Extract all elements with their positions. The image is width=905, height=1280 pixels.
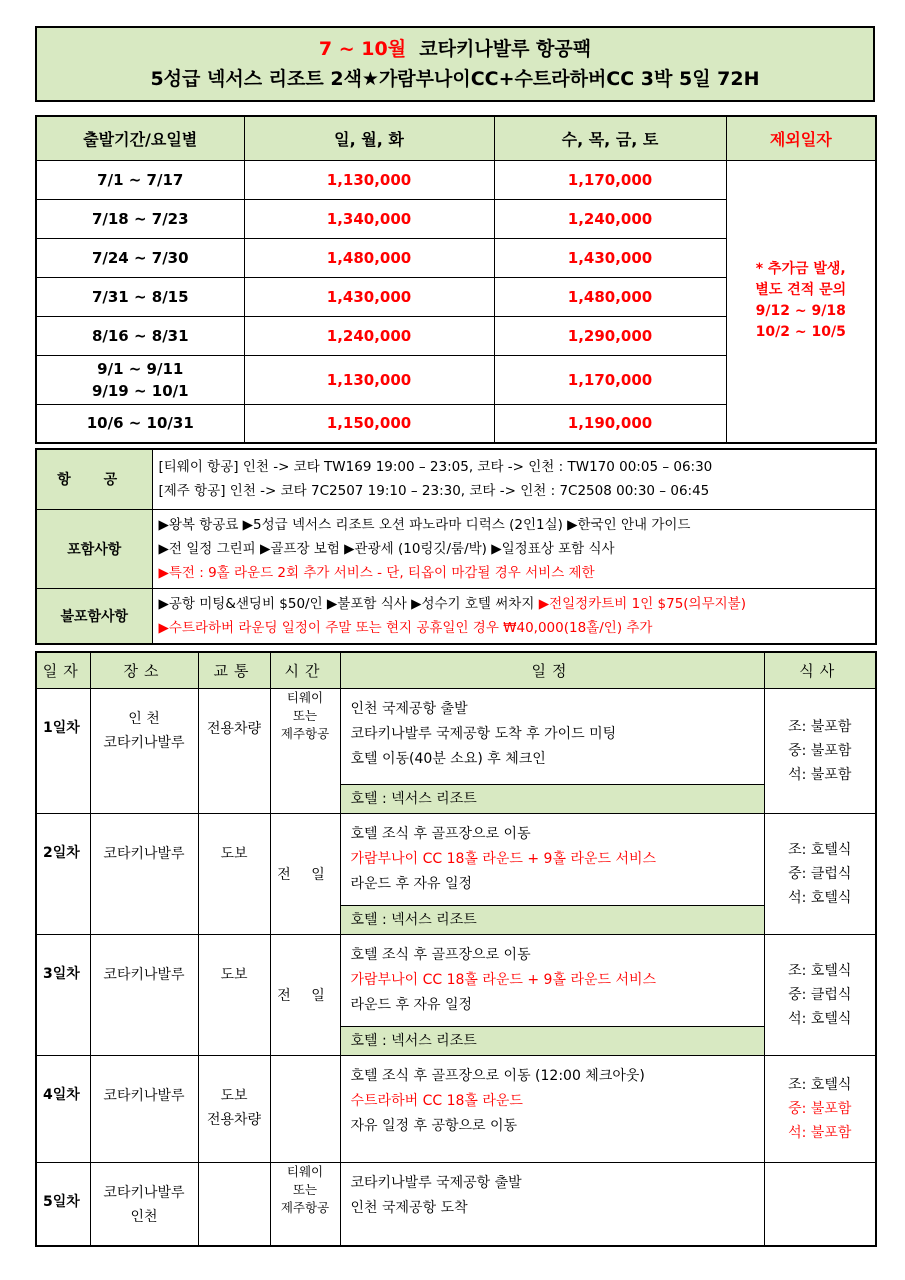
itinerary-header-row — [36, 652, 876, 688]
itin-header-schedule: 일정 — [340, 652, 764, 688]
place-line: 코타키나발루 — [103, 1184, 185, 1201]
transport-cell — [198, 1055, 270, 1162]
time-line: 전 일 — [277, 987, 333, 1004]
transport-line: 도보 — [220, 845, 248, 862]
schedule-line: 코타키나발루 국제공항 출발 — [350, 1174, 522, 1191]
meal-dinner: 석: 불포함 — [788, 1124, 852, 1141]
schedule-line: 인천 국제공항 도착 — [350, 1199, 468, 1216]
transport-cell — [198, 688, 270, 813]
flight-line-jeju: [제주 항공] 인천 -> 코타 7C2507 19:10 – 23:30, 코타 -> 인천 : 7C2508 00:30 – 06:45 — [158, 483, 710, 500]
excluded-line-1-text: ▶공항 미팅&샌딩비 $50/인 ▶불포함 식사 ▶성수기 호텔 써차지 — [158, 595, 539, 612]
itinerary-table — [35, 651, 877, 1247]
schedule-line: 호텔 조식 후 골프장으로 이동 — [350, 946, 531, 963]
included-row — [36, 509, 876, 588]
price-table — [35, 115, 877, 444]
weekday-price: 1,150,000 — [244, 404, 494, 443]
hotel-label: 호텔 : 넥서스 리조트 — [340, 784, 764, 813]
hotel-label: 호텔 : 넥서스 리조트 — [340, 1026, 764, 1055]
schedule-line: 호텔 조식 후 골프장으로 이동 (12:00 체크아웃) — [350, 1067, 645, 1084]
time-line: 제주항공 — [280, 1199, 330, 1215]
weekend-price: 1,240,000 — [494, 199, 726, 238]
itinerary-day-2 — [36, 813, 876, 905]
meal-lunch: 중: 불포함 — [788, 1100, 852, 1117]
schedule-line: 자유 일정 후 공항으로 이동 — [350, 1117, 518, 1134]
weekend-price: 1,190,000 — [494, 404, 726, 443]
meal-dinner: 석: 호텔식 — [788, 889, 852, 906]
schedule-line: 인천 국제공항 출발 — [350, 700, 468, 717]
itin-header-place: 장소 — [90, 652, 198, 688]
excluded-dates-cell — [726, 160, 876, 443]
transport-line: 도보 — [220, 1087, 248, 1104]
period-line-2: 9/19 ~ 10/1 — [91, 381, 189, 400]
schedule-cell — [340, 688, 764, 784]
time-line: 전 일 — [277, 866, 333, 883]
time-line: 티웨이 — [286, 1163, 324, 1179]
itin-header-day: 일자 — [36, 652, 90, 688]
price-header-excluded: 제외일자 — [726, 116, 876, 160]
place-cell — [90, 1055, 198, 1162]
time-line: 또는 — [292, 1181, 318, 1197]
included-line-2: ▶전 일정 그린피 ▶골프장 보험 ▶관광세 (10링깃/룸/박) ▶일정표상 포함 식사 — [158, 540, 615, 557]
weekday-price: 1,130,000 — [244, 355, 494, 404]
itinerary-day-5 — [36, 1162, 876, 1246]
price-header-weekday: 일, 월, 화 — [244, 116, 494, 160]
flight-row — [36, 449, 876, 509]
period-cell — [36, 355, 244, 404]
price-header-period: 출발기간/요일별 — [36, 116, 244, 160]
meal-breakfast: 조: 호텔식 — [788, 1076, 852, 1093]
itin-header-time: 시간 — [270, 652, 340, 688]
meal-lunch: 중: 클럽식 — [788, 865, 852, 882]
time-cell — [270, 688, 340, 813]
place-cell — [90, 688, 198, 813]
place-line: 코타키나발루 — [103, 1087, 185, 1104]
schedule-cell — [340, 1162, 764, 1246]
included-label: 포함사항 — [36, 509, 152, 588]
transport-cell — [198, 813, 270, 934]
schedule-line-golf: 가람부나이 CC 18홀 라운드 + 9홀 라운드 서비스 — [350, 850, 657, 867]
place-cell — [90, 813, 198, 934]
schedule-line: 라운드 후 자유 일정 — [350, 996, 473, 1013]
place-line: 코타키나발루 — [103, 734, 185, 751]
title-box — [35, 26, 875, 102]
weekday-price: 1,480,000 — [244, 238, 494, 277]
price-row — [36, 160, 876, 199]
time-cell — [270, 934, 340, 1055]
period-cell: 10/6 ~ 10/31 — [36, 404, 244, 443]
time-line: 제주항공 — [280, 725, 330, 741]
weekend-price: 1,430,000 — [494, 238, 726, 277]
meals-cell — [764, 1055, 876, 1162]
place-cell — [90, 1162, 198, 1246]
time-cell — [270, 1162, 340, 1246]
schedule-line: 라운드 후 자유 일정 — [350, 875, 473, 892]
title-line-2: 5성급 넥서스 리조트 2색★가람부나이CC+수트라하버CC 3박 5일 72H — [150, 68, 760, 90]
period-cell: 7/1 ~ 7/17 — [36, 160, 244, 199]
time-line: 또는 — [292, 707, 318, 723]
time-cell — [270, 1055, 340, 1162]
hotel-label: 호텔 : 넥서스 리조트 — [340, 905, 764, 934]
schedule-cell — [340, 934, 764, 1026]
schedule-line: 호텔 조식 후 골프장으로 이동 — [350, 825, 531, 842]
price-header-row — [36, 116, 876, 160]
info-table — [35, 448, 877, 645]
weekday-price: 1,430,000 — [244, 277, 494, 316]
weekday-price: 1,340,000 — [244, 199, 494, 238]
transport-line: 전용차량 — [206, 720, 262, 737]
meal-dinner: 석: 불포함 — [788, 766, 852, 783]
price-header-weekend: 수, 목, 금, 토 — [494, 116, 726, 160]
excluded-note-2: 별도 견적 문의 — [755, 282, 847, 299]
flight-label: 항 공 — [36, 449, 152, 509]
itin-header-transport: 교통 — [198, 652, 270, 688]
period-line-1: 9/1 ~ 9/11 — [97, 359, 184, 378]
itinerary-day-3 — [36, 934, 876, 1026]
excluded-line-2: ▶수트라하버 라운딩 일정이 주말 또는 현지 공휴일인 경우 ₩40,000(18홀/인) 추가 — [158, 619, 653, 636]
meal-lunch: 중: 불포함 — [788, 742, 852, 759]
meal-breakfast: 조: 호텔식 — [788, 841, 852, 858]
excluded-content — [152, 588, 876, 644]
transport-line: 도보 — [220, 966, 248, 983]
excluded-range-2: 10/2 ~ 10/5 — [755, 324, 846, 341]
weekend-price: 1,480,000 — [494, 277, 726, 316]
itin-header-meals: 식사 — [764, 652, 876, 688]
schedule-line-golf: 가람부나이 CC 18홀 라운드 + 9홀 라운드 서비스 — [350, 971, 657, 988]
period-cell: 7/24 ~ 7/30 — [36, 238, 244, 277]
excluded-label: 불포함사항 — [36, 588, 152, 644]
weekday-price: 1,130,000 — [244, 160, 494, 199]
meal-breakfast: 조: 불포함 — [788, 718, 852, 735]
time-line: 티웨이 — [286, 689, 324, 705]
weekend-price: 1,170,000 — [494, 355, 726, 404]
place-cell — [90, 934, 198, 1055]
day-label: 2일차 — [36, 813, 90, 934]
itinerary-day-1 — [36, 688, 876, 784]
itinerary-day-4 — [36, 1055, 876, 1162]
transport-line: 전용차량 — [206, 1111, 262, 1128]
flight-line-tway: [티웨이 항공] 인천 -> 코타 TW169 19:00 – 23:05, 코타 -> 인천 : TW170 00:05 – 06:30 — [158, 459, 713, 476]
excluded-cart-fee: ▶전일정카트비 1인 $75(의무지불) — [538, 595, 746, 612]
place-line: 인천 — [130, 1208, 158, 1225]
place-line: 인 천 — [128, 710, 160, 727]
transport-cell — [198, 934, 270, 1055]
day-label: 5일차 — [36, 1162, 90, 1246]
period-cell: 8/16 ~ 8/31 — [36, 316, 244, 355]
excluded-row — [36, 588, 876, 644]
day-label: 1일차 — [36, 688, 90, 813]
included-special: ▶특전 : 9홀 라운드 2회 추가 서비스 - 단, 티옵이 마감될 경우 서비스 제한 — [158, 564, 595, 581]
weekend-price: 1,290,000 — [494, 316, 726, 355]
schedule-cell — [340, 813, 764, 905]
meals-cell — [764, 1162, 876, 1246]
place-line: 코타키나발루 — [103, 845, 185, 862]
included-content — [152, 509, 876, 588]
included-line-1: ▶왕복 항공료 ▶5성급 넥서스 리조트 오션 파노라마 디럭스 (2인1실) ▶한국인 안내 가이드 — [158, 516, 691, 533]
title-line-1 — [319, 34, 591, 64]
day-label: 3일차 — [36, 934, 90, 1055]
schedule-line: 코타키나발루 국제공항 도착 후 가이드 미팅 — [350, 725, 617, 742]
title-months: 7 ~ 10월 — [318, 38, 407, 60]
meal-dinner: 석: 호텔식 — [788, 1010, 852, 1027]
transport-cell — [198, 1162, 270, 1246]
schedule-line-golf: 수트라하버 CC 18홀 라운드 — [350, 1092, 523, 1109]
meal-breakfast: 조: 호텔식 — [788, 962, 852, 979]
excluded-line-1 — [159, 592, 870, 616]
weekday-price: 1,240,000 — [244, 316, 494, 355]
schedule-line: 호텔 이동(40분 소요) 후 체크인 — [350, 750, 546, 767]
meals-cell — [764, 813, 876, 934]
flight-content — [152, 449, 876, 509]
place-line: 코타키나발루 — [103, 966, 185, 983]
excluded-range-1: 9/12 ~ 9/18 — [755, 303, 846, 320]
day-label: 4일차 — [36, 1055, 90, 1162]
schedule-cell — [340, 1055, 764, 1162]
weekend-price: 1,170,000 — [494, 160, 726, 199]
title-product: 코타키나발루 항공팩 — [419, 38, 592, 60]
period-cell: 7/18 ~ 7/23 — [36, 199, 244, 238]
meals-cell — [764, 934, 876, 1055]
excluded-note-1: * 추가금 발생, — [755, 261, 846, 278]
meal-lunch: 중: 클럽식 — [788, 986, 852, 1003]
meals-cell — [764, 688, 876, 813]
time-cell — [270, 813, 340, 934]
period-cell: 7/31 ~ 8/15 — [36, 277, 244, 316]
